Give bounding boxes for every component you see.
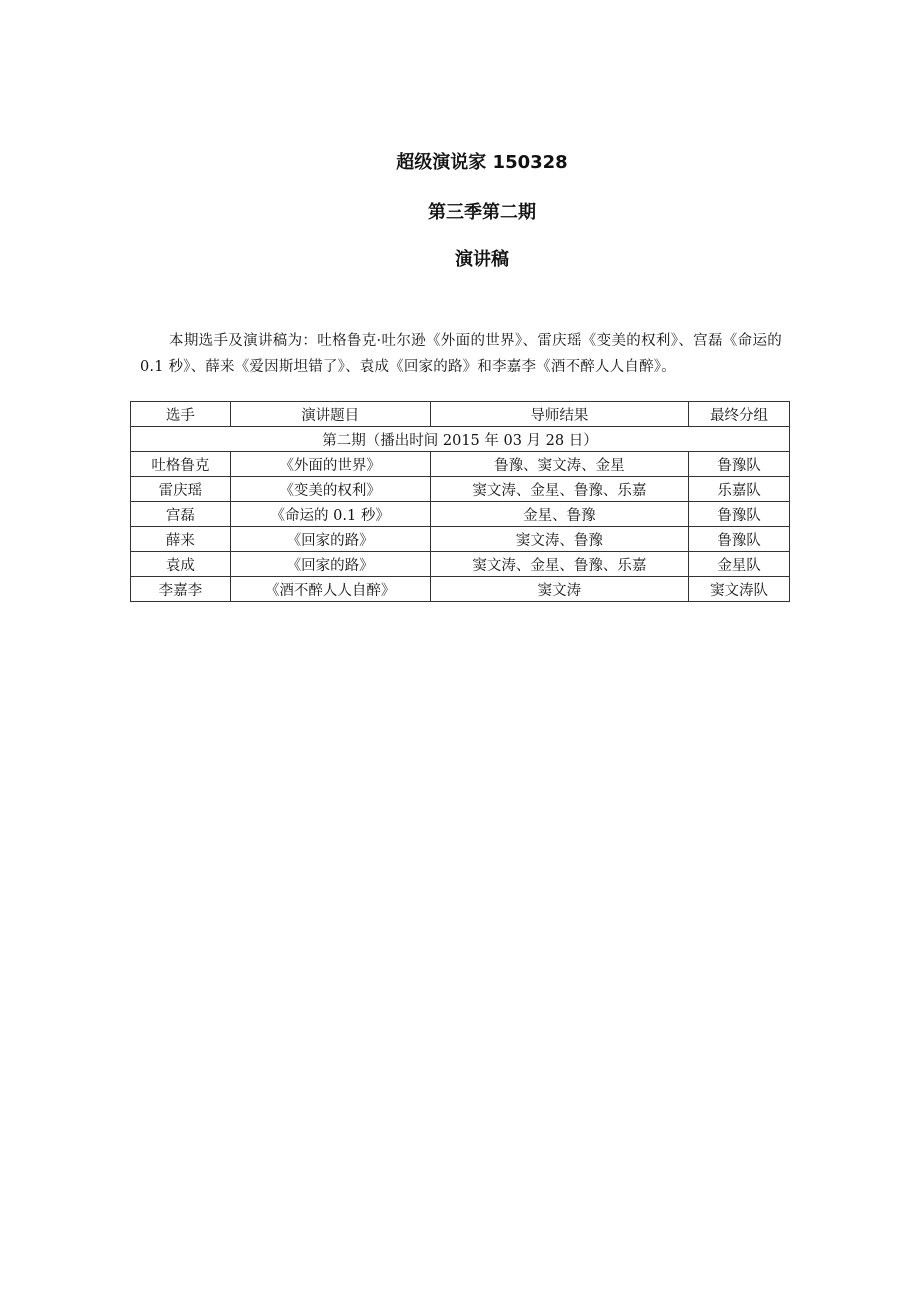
table-cell: 《外面的世界》	[230, 452, 430, 477]
table-row	[131, 552, 790, 577]
table-cell: 《回家的路》	[230, 552, 430, 577]
table-cell: 袁成	[131, 552, 231, 577]
table-cell: 窦文涛、鲁豫	[430, 527, 689, 552]
table-cell: 窦文涛	[430, 577, 689, 602]
table-cell: 金星、鲁豫	[430, 502, 689, 527]
table-cell: 《酒不醉人人自醉》	[230, 577, 430, 602]
table-cell: 《变美的权利》	[230, 477, 430, 502]
intro-paragraph: 本期选手及演讲稿为：吐格鲁克·吐尔逊《外面的世界》、雷庆瑶《变美的权利》、宫磊《命运的 0.1 秒》、薛来《爱因斯坦错了》、袁成《回家的路》和李嘉李《酒不醉人人自醉》。	[140, 333, 782, 375]
header-cell: 选手	[131, 402, 231, 427]
table-cell: 金星队	[689, 552, 790, 577]
table-row	[131, 477, 790, 502]
table-cell: 乐嘉队	[689, 477, 790, 502]
document-heading: 演讲稿	[455, 249, 509, 270]
table-row	[131, 577, 790, 602]
document-subtitle: 第三季第二期	[428, 202, 536, 223]
table-cell: 薛来	[131, 527, 231, 552]
header-cell: 最终分组	[689, 402, 790, 427]
episode-row	[131, 427, 790, 452]
table-row	[131, 502, 790, 527]
table-cell: 鲁豫、窦文涛、金星	[430, 452, 689, 477]
table-cell: 窦文涛、金星、鲁豫、乐嘉	[430, 477, 689, 502]
table-cell: 雷庆瑶	[131, 477, 231, 502]
table-cell: 《回家的路》	[230, 527, 430, 552]
table-cell: 鲁豫队	[689, 502, 790, 527]
table-row	[131, 452, 790, 477]
table-cell: 李嘉李	[131, 577, 231, 602]
header-cell: 导师结果	[430, 402, 689, 427]
table-cell: 鲁豫队	[689, 452, 790, 477]
contestant-table	[130, 401, 790, 602]
table-cell: 窦文涛、金星、鲁豫、乐嘉	[430, 552, 689, 577]
table-row	[131, 527, 790, 552]
episode-cell: 第二期（播出时间 2015 年 03 月 28 日）	[131, 427, 790, 452]
document-title: 超级演说家 150328	[396, 152, 568, 173]
table-cell: 宫磊	[131, 502, 231, 527]
header-cell: 演讲题目	[230, 402, 430, 427]
table-cell: 《命运的 0.1 秒》	[230, 502, 430, 527]
table-header-row	[131, 402, 790, 427]
table-cell: 窦文涛队	[689, 577, 790, 602]
table-cell: 鲁豫队	[689, 527, 790, 552]
table-cell: 吐格鲁克	[131, 452, 231, 477]
